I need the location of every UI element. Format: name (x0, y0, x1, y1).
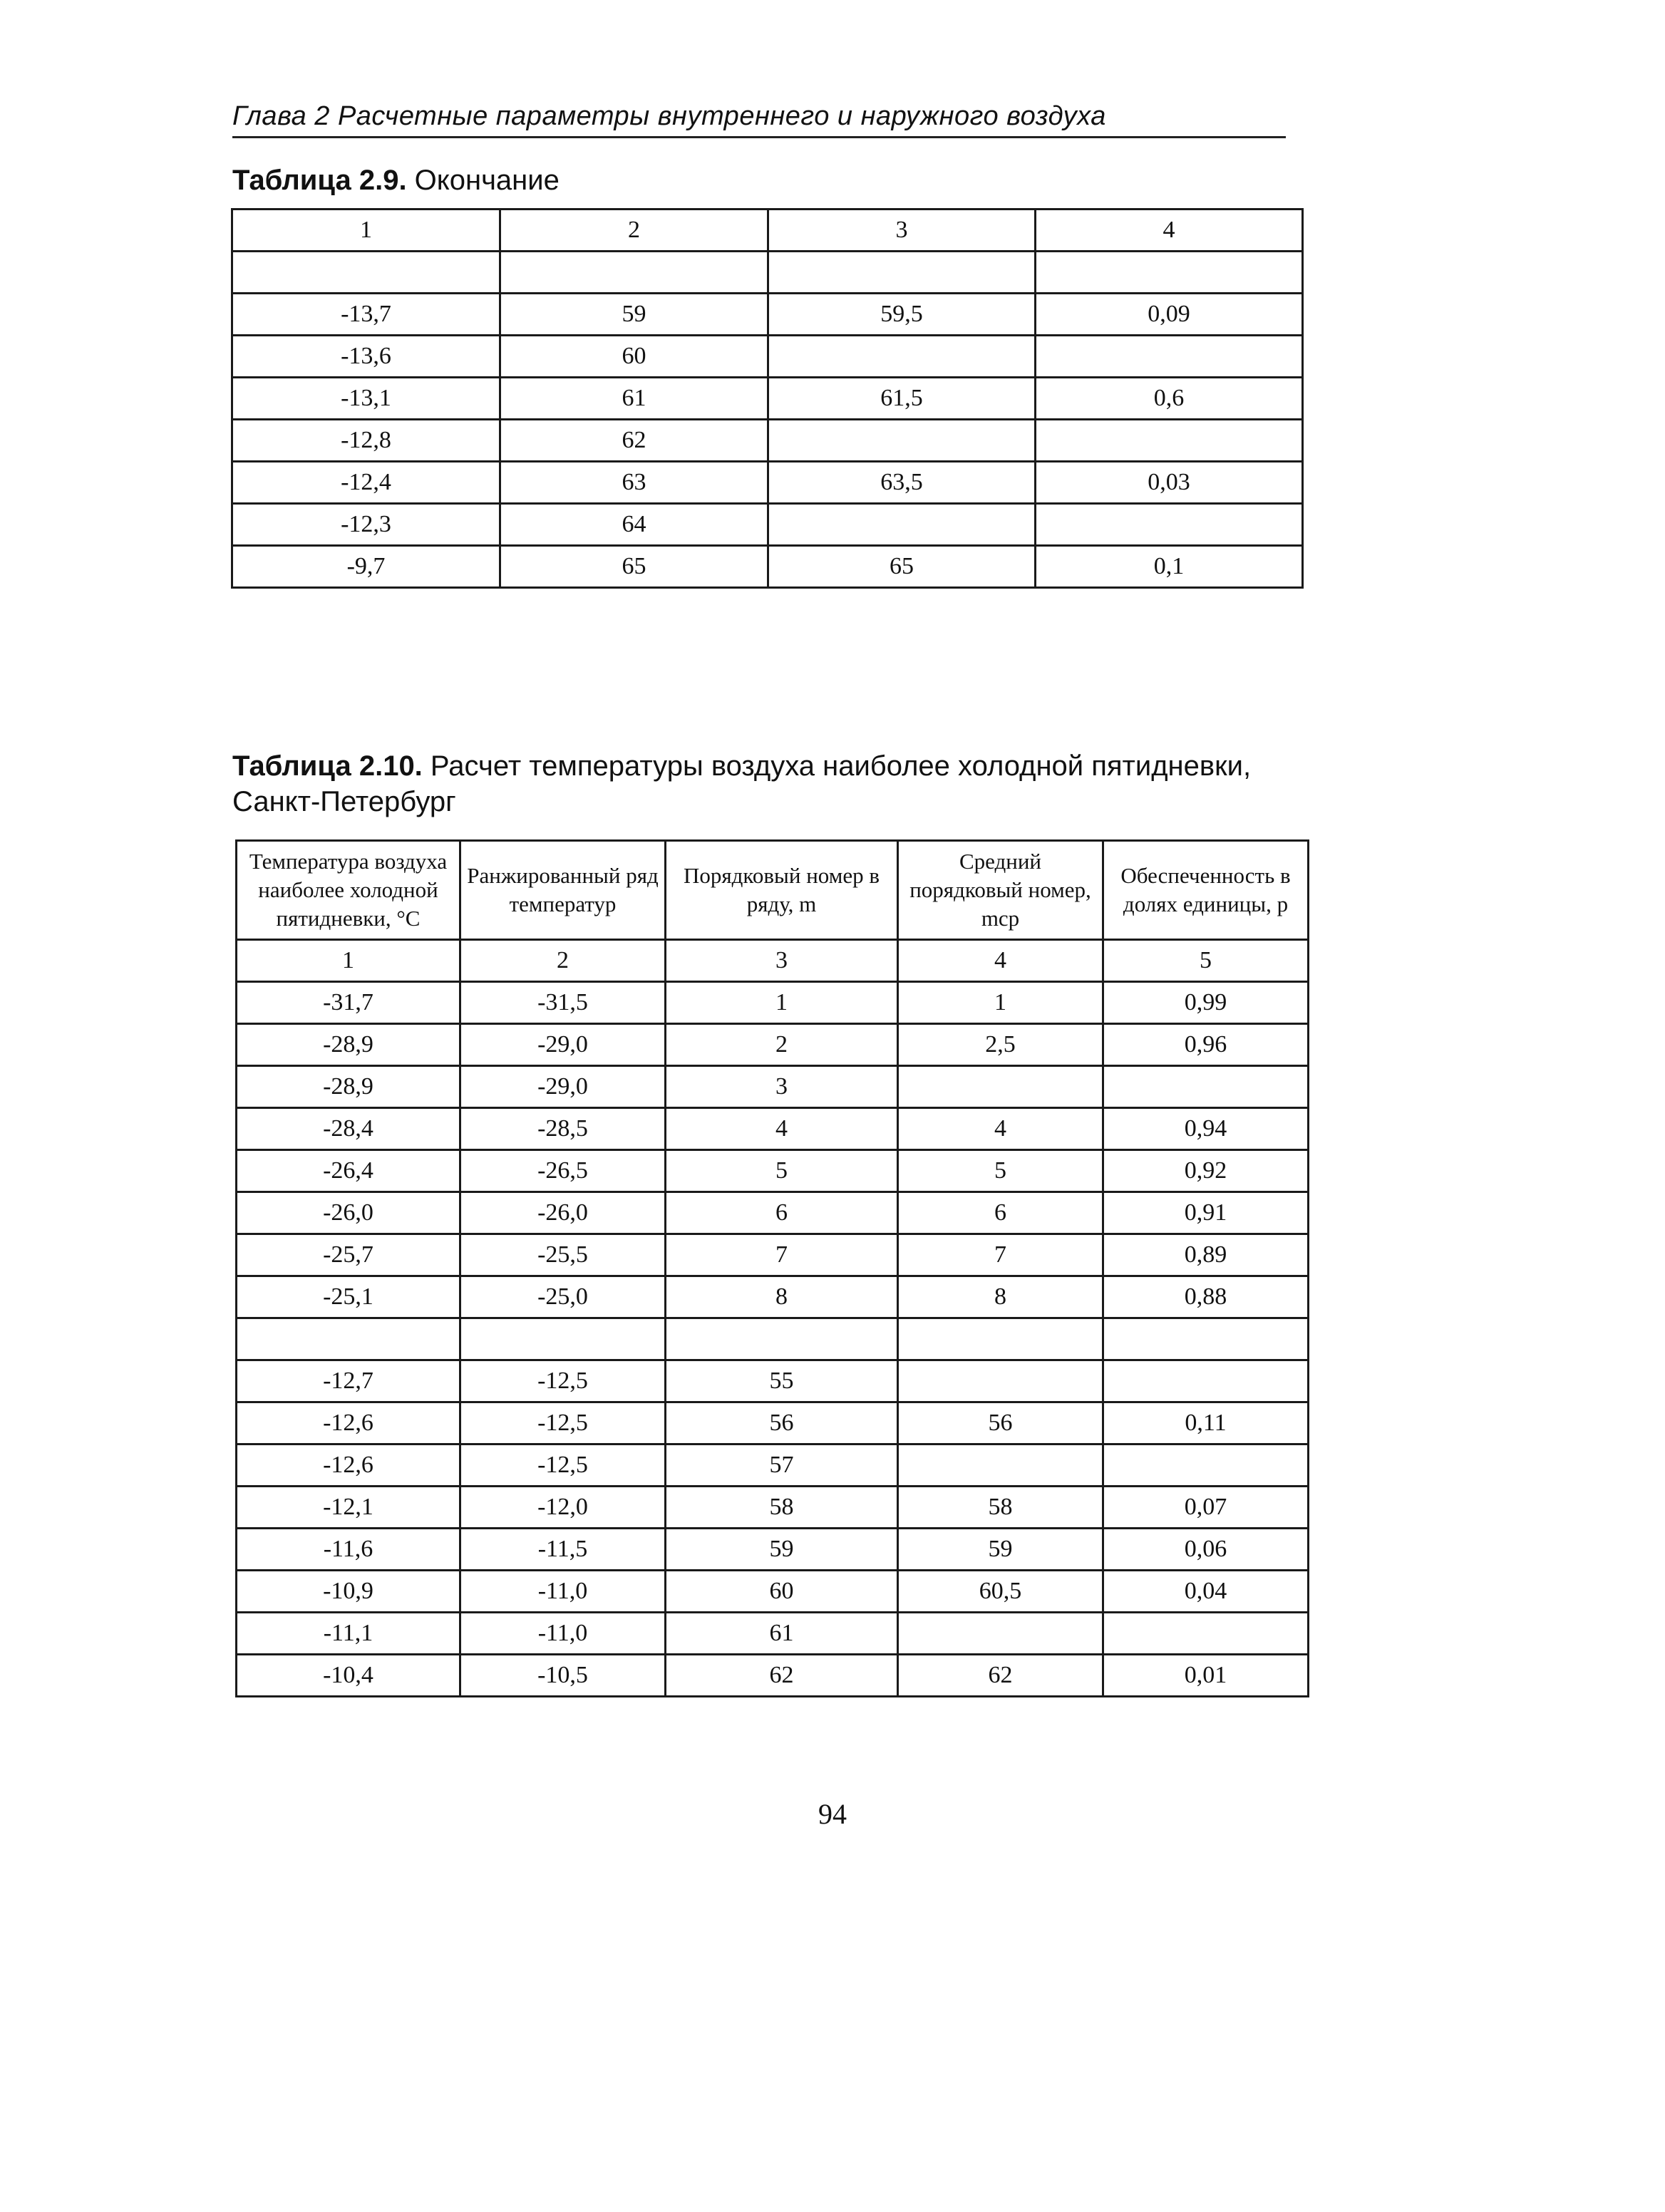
table-cell: 60 (500, 336, 768, 378)
table-cell: 0,09 (1036, 294, 1303, 336)
table-cell: -26,0 (460, 1192, 666, 1234)
table-cell: -10,4 (237, 1655, 460, 1697)
table-cell (1036, 420, 1303, 462)
table-2-9-number: Таблица 2.9. (232, 165, 407, 196)
table-cell: 56 (666, 1402, 898, 1444)
table-cell: 56 (898, 1402, 1103, 1444)
table-2-9-caption (232, 162, 560, 198)
table-cell: 6 (898, 1192, 1103, 1234)
table-cell: -12,5 (460, 1402, 666, 1444)
table-cell (898, 1444, 1103, 1487)
table-cell: 0,07 (1103, 1487, 1309, 1529)
table-cell: -12,6 (237, 1444, 460, 1487)
column-number-cell: 3 (666, 940, 898, 982)
table-cell: -13,6 (232, 336, 500, 378)
table-cell: 0,91 (1103, 1192, 1309, 1234)
column-header-cell: Средний порядковый номер, mср (898, 841, 1103, 940)
table-cell: 64 (500, 504, 768, 546)
table-cell: 0,06 (1103, 1529, 1309, 1571)
table-cell: 65 (768, 546, 1036, 588)
table-cell: 8 (666, 1276, 898, 1318)
table-cell: 0,92 (1103, 1150, 1309, 1192)
table-cell: -12,7 (237, 1360, 460, 1402)
table-cell: 59 (898, 1529, 1103, 1571)
table-row (237, 1360, 1309, 1402)
table-row (237, 1150, 1309, 1192)
table-row (237, 1276, 1309, 1318)
table-cell: -25,1 (237, 1276, 460, 1318)
table-row (237, 1192, 1309, 1234)
table-cell: -28,5 (460, 1108, 666, 1150)
table-cell: -11,0 (460, 1613, 666, 1655)
table-row (237, 1613, 1309, 1655)
table-cell: -26,0 (237, 1192, 460, 1234)
table-row (237, 1402, 1309, 1444)
table-cell (1103, 1360, 1309, 1402)
table-cell: 0,99 (1103, 982, 1309, 1024)
table-cell (768, 420, 1036, 462)
table-cell (1036, 252, 1303, 294)
table-cell: 61,5 (768, 378, 1036, 420)
table-cell: -31,5 (460, 982, 666, 1024)
table-cell: -28,9 (237, 1066, 460, 1108)
table-cell: 62 (666, 1655, 898, 1697)
table-cell (1103, 1444, 1309, 1487)
table-cell: -28,9 (237, 1024, 460, 1066)
column-header-cell: Температура воздуха наиболее холодной пятидневки, °С (237, 841, 460, 940)
table-row (237, 1318, 1309, 1360)
table-cell: 0,01 (1103, 1655, 1309, 1697)
table-cell: 65 (500, 546, 768, 588)
chapter-header: Глава 2 Расчетные параметры внутреннего и наружного воздуха (232, 101, 1286, 138)
table-cell: -12,1 (237, 1487, 460, 1529)
table-cell: -12,8 (232, 420, 500, 462)
column-number-cell: 2 (500, 210, 768, 252)
table-cell (898, 1613, 1103, 1655)
table-cell: 62 (500, 420, 768, 462)
table-cell: -29,0 (460, 1066, 666, 1108)
table-cell: -12,5 (460, 1360, 666, 1402)
table-cell: 60,5 (898, 1571, 1103, 1613)
table-cell: 60 (666, 1571, 898, 1613)
column-header-cell: Порядковый номер в ряду, m (666, 841, 898, 940)
table-cell: 5 (666, 1150, 898, 1192)
table-2-10 (235, 839, 1309, 1697)
table-cell: -25,0 (460, 1276, 666, 1318)
table-row (237, 1108, 1309, 1150)
table-cell: -25,7 (237, 1234, 460, 1276)
table-cell (500, 252, 768, 294)
table-cell (237, 1318, 460, 1360)
table-cell (1103, 1066, 1309, 1108)
table-cell (460, 1318, 666, 1360)
column-number-row (232, 210, 1303, 252)
table-cell: 6 (666, 1192, 898, 1234)
table-cell: 61 (666, 1613, 898, 1655)
table-cell: 7 (898, 1234, 1103, 1276)
table-cell: -12,0 (460, 1487, 666, 1529)
table-cell: -29,0 (460, 1024, 666, 1066)
table-cell: 0,88 (1103, 1276, 1309, 1318)
table-cell (1036, 336, 1303, 378)
table-cell: -9,7 (232, 546, 500, 588)
table-row (237, 1234, 1309, 1276)
table-cell: 1 (898, 982, 1103, 1024)
table-cell: -31,7 (237, 982, 460, 1024)
table-cell (898, 1318, 1103, 1360)
column-number-cell: 1 (232, 210, 500, 252)
table-row (237, 1529, 1309, 1571)
table-cell: 59 (666, 1529, 898, 1571)
table-cell: 0,89 (1103, 1234, 1309, 1276)
table-cell: 55 (666, 1360, 898, 1402)
table-2-10-caption (232, 748, 1316, 820)
table-cell: -26,4 (237, 1150, 460, 1192)
table-cell (232, 252, 500, 294)
table-row (232, 504, 1303, 546)
table-cell (898, 1066, 1103, 1108)
table-cell: -12,5 (460, 1444, 666, 1487)
table-cell: 7 (666, 1234, 898, 1276)
table-cell: -12,3 (232, 504, 500, 546)
table-cell: 62 (898, 1655, 1103, 1697)
table-2-9 (231, 208, 1304, 589)
table-cell: 4 (898, 1108, 1103, 1150)
table-row (237, 1487, 1309, 1529)
table-cell: -12,4 (232, 462, 500, 504)
table-cell: -25,5 (460, 1234, 666, 1276)
table-cell: 63 (500, 462, 768, 504)
table-row (237, 1655, 1309, 1697)
table-cell: -11,1 (237, 1613, 460, 1655)
table-row (232, 420, 1303, 462)
page-number: 94 (818, 1798, 847, 1830)
table-cell (768, 336, 1036, 378)
table-cell: 0,11 (1103, 1402, 1309, 1444)
table-row (237, 1444, 1309, 1487)
header-row (237, 841, 1309, 940)
table-cell: -10,9 (237, 1571, 460, 1613)
table-cell: 59,5 (768, 294, 1036, 336)
column-number-cell: 4 (1036, 210, 1303, 252)
table-row (232, 336, 1303, 378)
table-cell: 8 (898, 1276, 1103, 1318)
table-cell: 58 (666, 1487, 898, 1529)
table-cell: -13,7 (232, 294, 500, 336)
table-cell: -11,5 (460, 1529, 666, 1571)
table-cell: 58 (898, 1487, 1103, 1529)
table-cell: 61 (500, 378, 768, 420)
column-number-cell: 5 (1103, 940, 1309, 982)
table-row (232, 378, 1303, 420)
table-cell (898, 1360, 1103, 1402)
table-cell: -11,0 (460, 1571, 666, 1613)
table-row (237, 1066, 1309, 1108)
table-row (237, 1024, 1309, 1066)
table-row (232, 294, 1303, 336)
table-2-9-title: Окончание (406, 165, 560, 196)
table-cell: 5 (898, 1150, 1103, 1192)
table-cell: 3 (666, 1066, 898, 1108)
table-cell: 4 (666, 1108, 898, 1150)
table-cell (1103, 1318, 1309, 1360)
table-cell: 63,5 (768, 462, 1036, 504)
column-number-cell: 1 (237, 940, 460, 982)
table-cell: -26,5 (460, 1150, 666, 1192)
column-header-cell: Ранжированный ряд температур (460, 841, 666, 940)
table-cell (666, 1318, 898, 1360)
table-cell (1103, 1613, 1309, 1655)
table-cell (768, 252, 1036, 294)
table-cell (768, 504, 1036, 546)
column-number-cell: 4 (898, 940, 1103, 982)
table-cell: -11,6 (237, 1529, 460, 1571)
table-2-10-number: Таблица 2.10. (232, 750, 423, 782)
table-cell: -12,6 (237, 1402, 460, 1444)
column-number-cell: 2 (460, 940, 666, 982)
column-header-cell: Обеспеченность в долях единицы, p (1103, 841, 1309, 940)
table-cell: 57 (666, 1444, 898, 1487)
table-cell: 0,04 (1103, 1571, 1309, 1613)
table-cell: -13,1 (232, 378, 500, 420)
table-row (232, 546, 1303, 588)
table-cell: -28,4 (237, 1108, 460, 1150)
table-row (232, 462, 1303, 504)
table-cell: -10,5 (460, 1655, 666, 1697)
table-row (232, 252, 1303, 294)
table-cell: 0,1 (1036, 546, 1303, 588)
table-cell: 0,03 (1036, 462, 1303, 504)
table-cell (1036, 504, 1303, 546)
table-2-10-title: Расчет температуры воздуха наиболее холодной пятидневки, Санкт-Петербург (232, 750, 1252, 817)
table-cell: 2,5 (898, 1024, 1103, 1066)
table-cell: 59 (500, 294, 768, 336)
table-row (237, 982, 1309, 1024)
column-number-row (237, 940, 1309, 982)
table-cell: 0,96 (1103, 1024, 1309, 1066)
table-cell: 2 (666, 1024, 898, 1066)
column-number-cell: 3 (768, 210, 1036, 252)
table-cell: 0,94 (1103, 1108, 1309, 1150)
table-cell: 0,6 (1036, 378, 1303, 420)
table-row (237, 1571, 1309, 1613)
table-cell: 1 (666, 982, 898, 1024)
